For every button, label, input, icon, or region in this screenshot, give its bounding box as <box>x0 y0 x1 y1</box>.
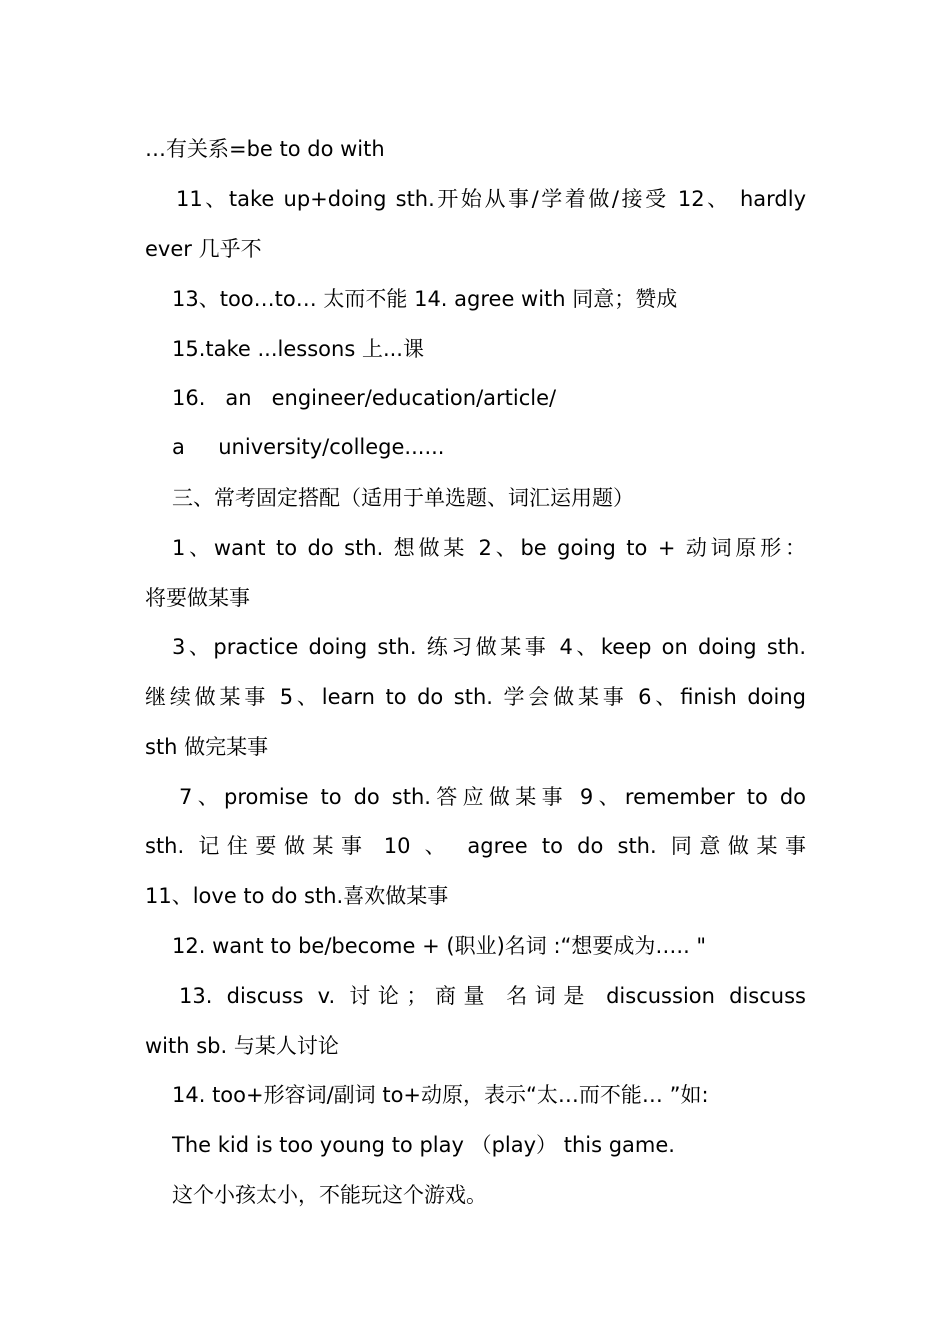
text-line-20: 14. too+形容词/副词 to+动原，表示“太…而不能… ”如: <box>172 1083 709 1107</box>
text-line-3: ever 几乎不 <box>145 237 262 261</box>
section-heading: 三、常考固定搭配（适用于单选题、词汇运用题） <box>172 486 634 510</box>
text-line-17: 12. want to be/become + (职业)名词 :“想要成为….. " <box>172 934 707 958</box>
text-line-11: 3、practice doing sth. 练习做某事 4、keep on doing sth. <box>172 635 806 659</box>
text-line-22: 这个小孩太小，不能玩这个游戏。 <box>172 1183 487 1207</box>
text-line-2: 11、take up+doing sth.开始从事/学着做/接受 12、 hardly <box>176 187 806 211</box>
text-line-19: with sb. 与某人讨论 <box>145 1034 339 1058</box>
text-line-12: 继续做某事 5、learn to do sth. 学会做某事 6、finish doing <box>145 685 806 709</box>
text-line-9: 1、want to do sth. 想做某 2、be going to + 动词原形： <box>172 536 806 560</box>
text-line-5: 15.take ...lessons 上...课 <box>172 337 424 361</box>
text-line-13: sth 做完某事 <box>145 735 269 759</box>
text-line-1: …有关系=be to do with <box>145 137 385 161</box>
text-line-7: a university/college...... <box>172 435 445 459</box>
text-line-15: sth. 记住要做某事 10 、 agree to do sth. 同意做某事 <box>145 834 806 858</box>
text-line-14: 7、promise to do sth.答应做某事 9、remember to do <box>179 785 806 809</box>
text-line-4: 13、too…to… 太而不能 14. agree with 同意；赞成 <box>172 287 678 311</box>
text-line-6: 16. an engineer/education/article/ <box>172 386 557 410</box>
text-line-10: 将要做某事 <box>145 586 250 610</box>
text-line-16: 11、love to do sth.喜欢做某事 <box>145 884 449 908</box>
text-line-21: The kid is too young to play （play） this game. <box>172 1133 675 1157</box>
text-line-18: 13. discuss v. 讨论；商量 名词是 discussion discuss <box>179 984 806 1008</box>
